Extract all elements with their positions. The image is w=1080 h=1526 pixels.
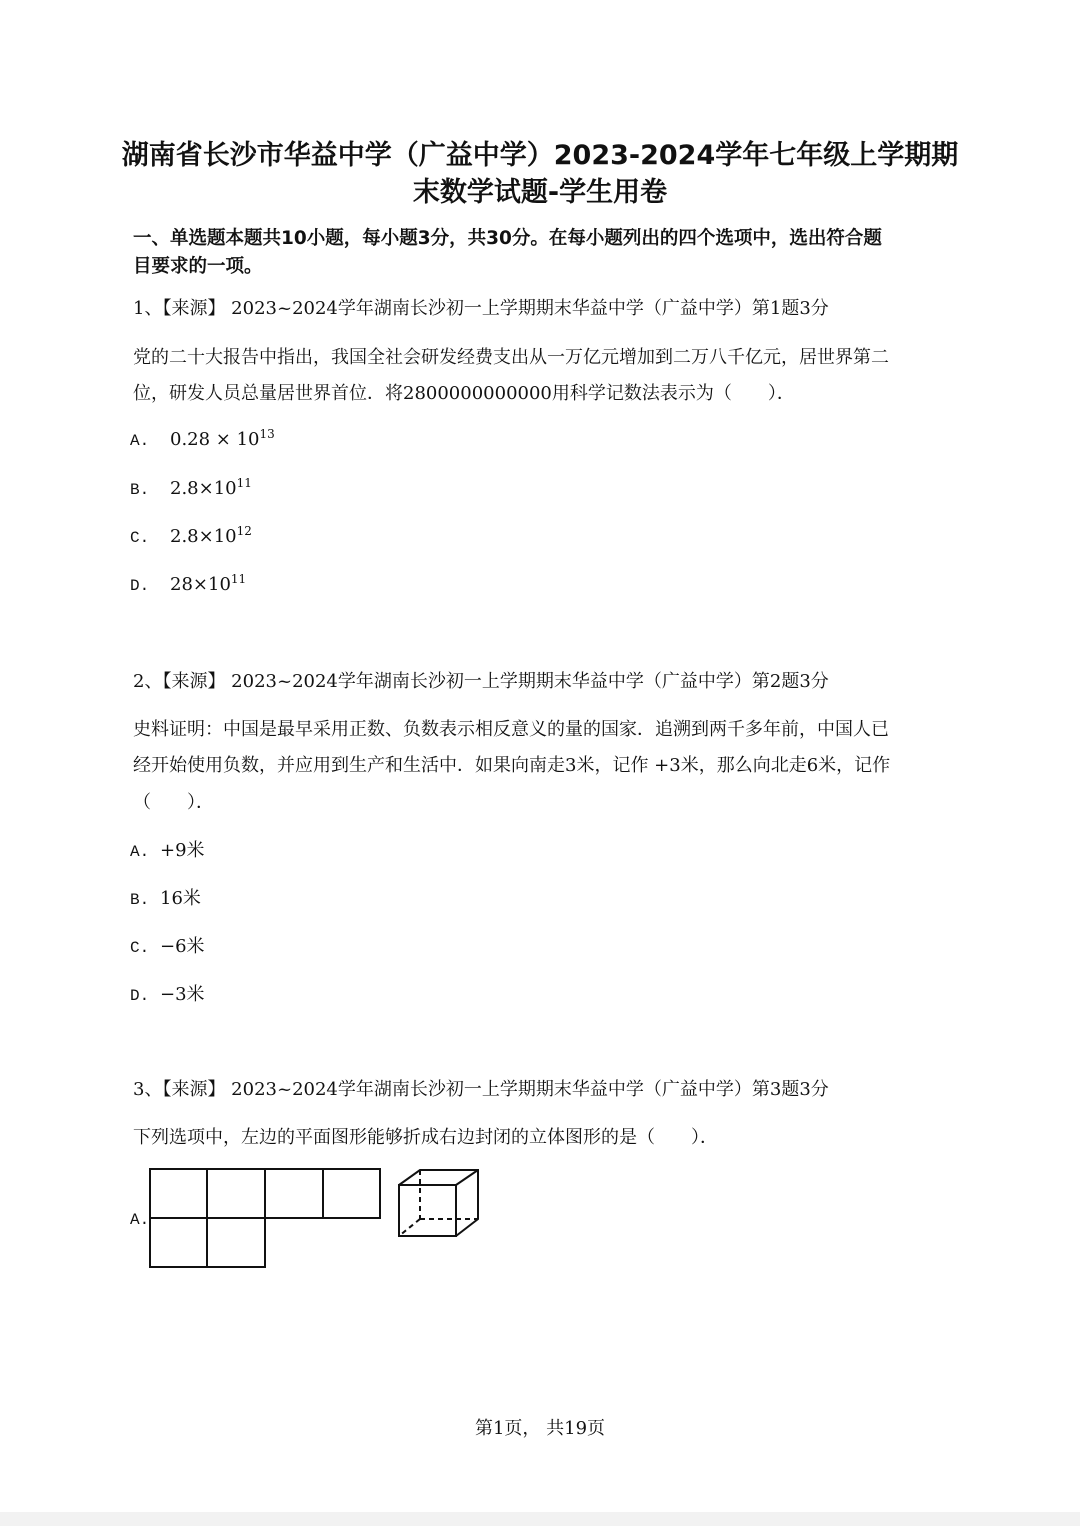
option-label: A. <box>130 432 150 450</box>
option-exponent: 13 <box>259 427 275 441</box>
section-heading-line-2: 目要求的一项。 <box>133 256 263 277</box>
option-text: 0.28 × 10 <box>170 429 260 450</box>
q2-option-c <box>130 932 205 958</box>
q1-header: 1、【来源】 2023~2024学年湖南长沙初一上学期期末华益中学（广益中学）第1题3分 <box>133 298 829 319</box>
q3-stem: 下列选项中，左边的平面图形能够折成右边封闭的立体图形的是（ ）． <box>133 1127 718 1148</box>
option-exponent: 11 <box>236 476 252 490</box>
q2-stem-line-2: 经开始使用负数，并应用到生产和生活中．如果向南走3米，记作 +3米，那么向北走6米，记作 <box>133 755 891 776</box>
option-text: 28×10 <box>170 574 231 595</box>
q2-header: 2、【来源】 2023~2024学年湖南长沙初一上学期期末华益中学（广益中学）第2题3分 <box>133 671 829 692</box>
page-bottom-edge <box>0 1512 1080 1526</box>
option-label: D. <box>130 987 150 1005</box>
q2-stem-line-1: 史料证明：中国是最早采用正数、负数表示相反意义的量的国家．追溯到两千多年前，中国人已 <box>133 719 889 740</box>
q2-option-b <box>130 884 201 910</box>
option-label: A. <box>130 1211 150 1229</box>
q1-option-a <box>130 427 275 450</box>
cube-net <box>150 1169 380 1267</box>
q1-option-b <box>130 476 252 499</box>
q2-option-d <box>130 980 205 1006</box>
q3-option-a-figure <box>148 1166 488 1272</box>
option-text: −3米 <box>160 984 205 1005</box>
option-text: 2.8×10 <box>170 526 237 547</box>
option-label: D. <box>130 577 150 595</box>
doc-title-line-2: 末数学试题-学生用卷 <box>412 177 668 208</box>
cube-figure <box>399 1170 478 1236</box>
q1-option-c <box>130 524 252 547</box>
q3-option-a-label <box>130 1209 149 1229</box>
option-text: −6米 <box>160 936 205 957</box>
option-label: B. <box>130 481 150 499</box>
q1-stem-line-1: 党的二十大报告中指出，我国全社会研发经费支出从一万亿元增加到二万八千亿元，居世界第二 <box>133 347 889 368</box>
option-label: A. <box>130 843 150 861</box>
option-text: +9米 <box>160 840 205 861</box>
q1-stem-line-2: 位，研发人员总量居世界首位．将2800000000000用科学记数法表示为（ ）． <box>133 383 795 404</box>
option-label: C. <box>130 939 150 957</box>
option-label: C. <box>130 529 150 547</box>
option-label: B. <box>130 891 150 909</box>
doc-title-line-1: 湖南省长沙市华益中学（广益中学）2023-2024学年七年级上学期期 <box>121 140 959 171</box>
option-exponent: 11 <box>230 572 247 586</box>
page-footer: 第1页， 共19页 <box>474 1418 606 1439</box>
option-exponent: 12 <box>236 524 252 538</box>
option-text: 2.8×10 <box>170 478 237 499</box>
q1-option-d <box>130 572 246 595</box>
q3-header: 3、【来源】 2023~2024学年湖南长沙初一上学期期末华益中学（广益中学）第3题3分 <box>133 1079 829 1100</box>
q2-option-a <box>130 836 205 862</box>
option-text: 16米 <box>160 888 201 909</box>
q2-stem-line-3: （ ）． <box>133 792 214 813</box>
section-heading-line-1: 一、单选题本题共10小题，每小题3分，共30分。在每小题列出的四个选项中，选出符合题 <box>133 228 882 249</box>
